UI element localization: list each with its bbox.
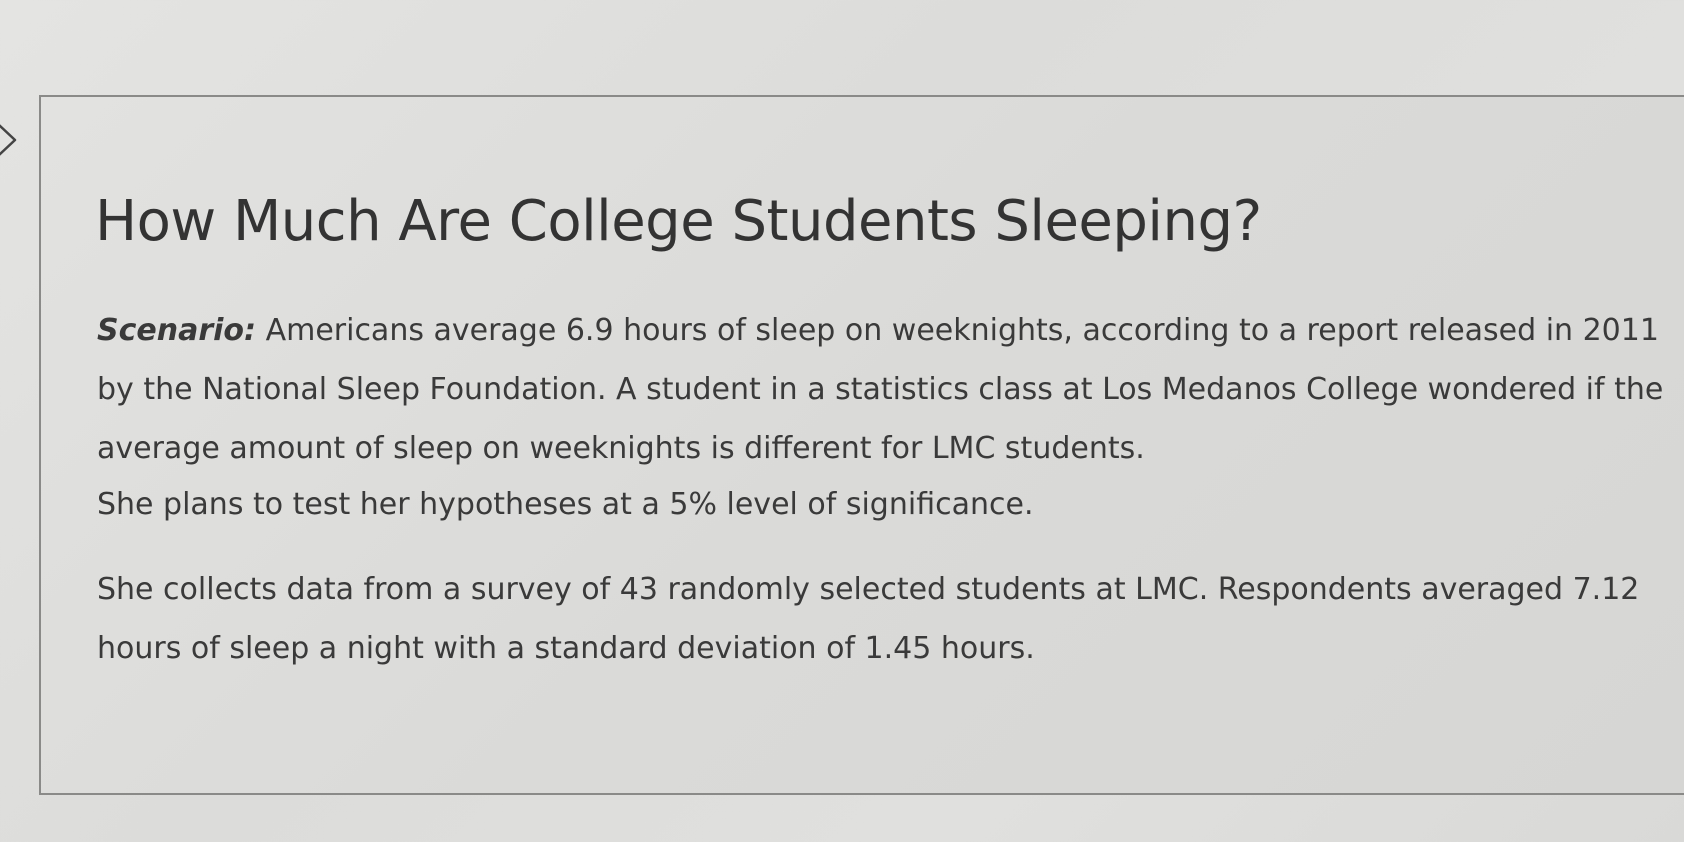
page-title: How Much Are College Students Sleeping? bbox=[95, 189, 1262, 254]
chevron-right-icon bbox=[0, 122, 21, 158]
scenario-text: Americans average 6.9 hours of sleep on weeknights, according to a report released in 2011 by the National Sleep Foundation. A student in a statistics class at Los Medanos College wondered if the average amount of sleep on weeknights is different for LMC students. bbox=[97, 313, 1664, 466]
scenario-label: Scenario: bbox=[97, 313, 257, 348]
significance-paragraph: She plans to test her hypotheses at a 5% level of significance. bbox=[97, 487, 1034, 522]
data-paragraph: She collects data from a survey of 43 randomly selected students at LMC. Respondents averaged 7.12 hours of sleep a night with a standard deviation of 1.45 hours. bbox=[97, 572, 1640, 666]
content-card bbox=[39, 95, 1684, 795]
expand-sidebar-button[interactable] bbox=[0, 120, 26, 160]
scenario-paragraph bbox=[97, 301, 1684, 478]
